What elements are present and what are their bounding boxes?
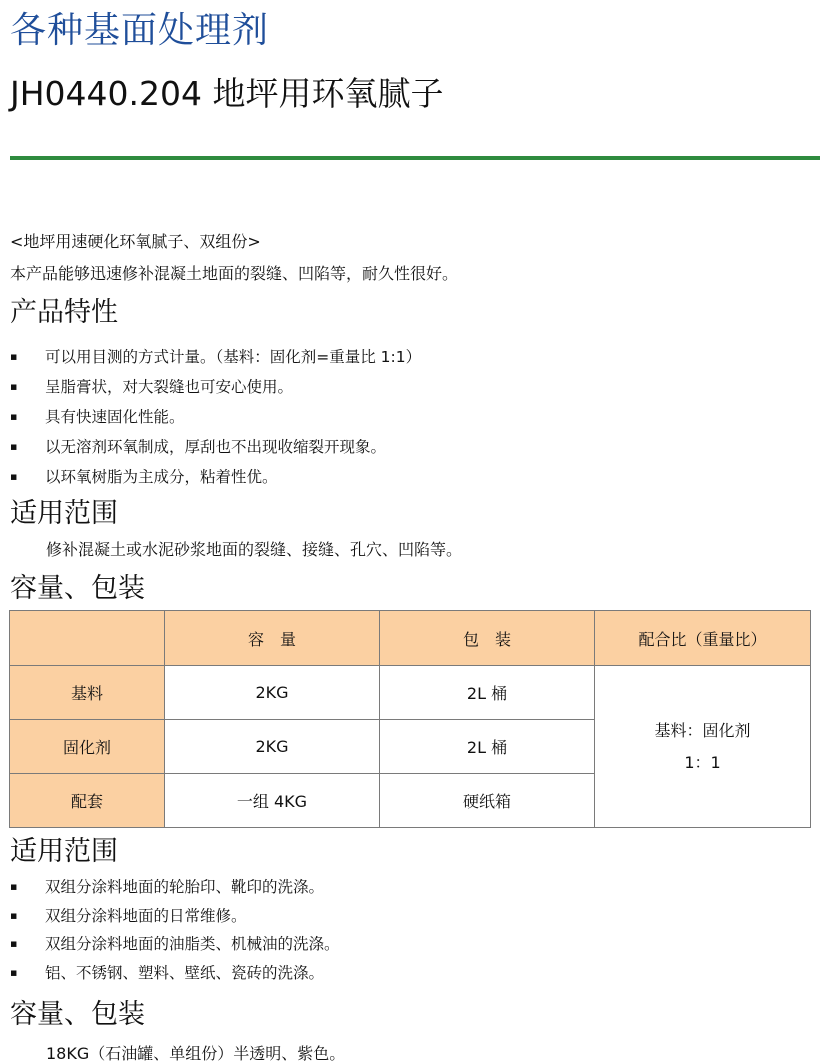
bullet-icon: ▪ [10,470,18,483]
list-item: ▪ 以无溶剂环氧制成，厚刮也不出现收缩裂开现象。 [8,432,421,462]
bullet-icon: ▪ [10,380,18,393]
bullet-icon: ▪ [10,410,18,423]
features-heading: 产品特性 [10,297,118,328]
ratio-line-1: 基料：固化剂 [654,720,751,740]
list-item: ▪ 铝、不锈钢、塑料、壁纸、瓷砖的洗涤。 [8,959,340,988]
scope-heading: 适用范围 [10,498,118,529]
list-item: ▪ 双组分涂料地面的轮胎印、靴印的洗涤。 [8,873,340,902]
ratio-line-2: 1：1 [684,752,721,772]
packaging-table [9,610,811,828]
product-title: JH0440.204 地坪用环氧腻子 [10,74,444,113]
row-label-base: 基料 [10,666,165,720]
list-item: ▪ 呈脂膏状，对大裂缝也可安心使用。 [8,372,421,402]
package-cell: 2L 桶 [380,720,595,774]
bullet-icon: ▪ [10,350,18,363]
capacity-cell: 2KG [165,720,380,774]
bullet-icon: ▪ [10,440,18,453]
row-label-set: 配套 [10,774,165,828]
title-divider [10,156,820,160]
table-row [10,666,811,720]
bullet-icon: ▪ [10,880,18,893]
category-title: 各种基面处理剂 [10,10,270,51]
row-label-hardener: 固化剂 [10,720,165,774]
scope2-list [8,873,340,987]
list-item: ▪ 可以用目测的方式计量。（基料：固化剂=重量比 1:1） [8,342,421,372]
bullet-icon: ▪ [10,965,18,979]
list-item: ▪ 具有快速固化性能。 [8,402,421,432]
column-header-capacity: 容 量 [165,611,380,666]
capacity-cell: 一组 4KG [165,774,380,828]
table-corner-cell [10,611,165,666]
packaging2-text: 18KG（石油罐、单组份）半透明、紫色。 [46,1044,346,1063]
packaging-heading: 容量、包装 [10,573,145,604]
product-tagline: <地坪用速硬化环氧腻子、双组份> [10,232,261,251]
package-cell: 2L 桶 [380,666,595,720]
bullet-icon: ▪ [10,937,18,950]
bullet-icon: ▪ [10,908,18,922]
scope2-heading: 适用范围 [10,836,118,867]
column-header-ratio: 配合比（重量比） [595,611,811,666]
product-description: 本产品能够迅速修补混凝土地面的裂缝、凹陷等，耐久性很好。 [10,264,459,283]
package-cell: 硬纸箱 [380,774,595,828]
scope-text: 修补混凝土或水泥砂浆地面的裂缝、接缝、孔穴、凹陷等。 [46,540,463,559]
list-item: ▪ 双组分涂料地面的油脂类、机械油的洗涤。 [8,930,340,959]
list-item: ▪ 以环氧树脂为主成分，粘着性优。 [8,462,421,492]
list-item: ▪ 双组分涂料地面的日常维修。 [8,902,340,931]
ratio-cell [595,666,811,828]
capacity-cell: 2KG [165,666,380,720]
packaging2-heading: 容量、包装 [10,999,145,1030]
column-header-package: 包 装 [380,611,595,666]
features-list [8,342,421,492]
